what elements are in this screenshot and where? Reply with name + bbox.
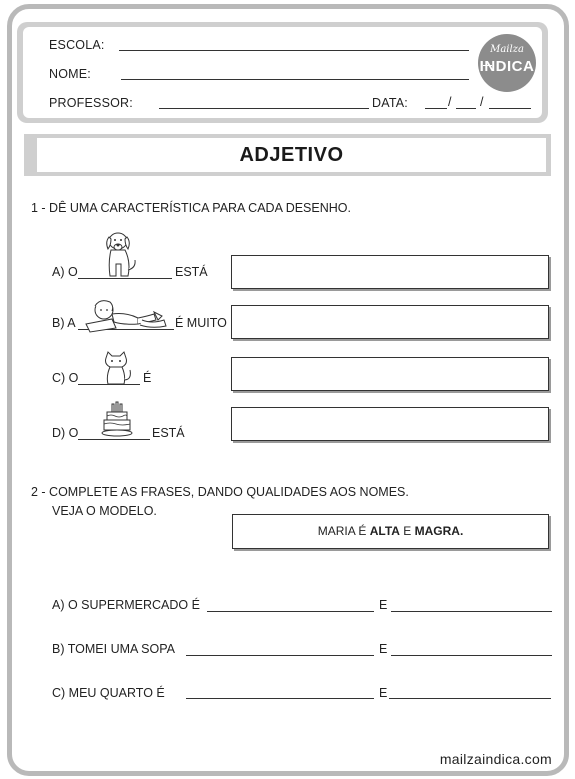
- girl-reading-icon: [82, 298, 178, 334]
- q2-item-b-connector: E: [379, 642, 388, 656]
- item-b-answer-box[interactable]: [231, 305, 549, 339]
- item-c-suffix: É: [143, 371, 152, 385]
- escola-field[interactable]: [119, 50, 469, 51]
- model-bold1: ALTA: [369, 524, 400, 538]
- date-day-field[interactable]: [425, 108, 447, 109]
- item-d-prefix: D) O: [52, 426, 79, 440]
- escola-label: ESCOLA:: [49, 38, 105, 52]
- date-separator-2: /: [480, 95, 484, 109]
- item-b-prefix: B) A: [52, 316, 76, 330]
- page-title: ADJETIVO: [37, 138, 546, 172]
- model-example-box: [232, 514, 549, 549]
- q2-item-b-blank-1[interactable]: [186, 655, 374, 656]
- q2-item-a-text: A) O SUPERMERCADO É: [52, 598, 200, 612]
- q2-item-a-blank-2[interactable]: [391, 611, 552, 612]
- question-2-prompt-line2: VEJA O MODELO.: [52, 504, 157, 518]
- item-d-suffix: ESTÁ: [152, 426, 185, 440]
- professor-field[interactable]: [159, 108, 369, 109]
- item-a-blank[interactable]: [78, 278, 172, 279]
- question-1-prompt: 1 - DÊ UMA CARACTERÍSTICA PARA CADA DESENHO.: [31, 201, 351, 215]
- logo-bottom-text: INDICA: [479, 58, 535, 75]
- item-d-blank[interactable]: [78, 439, 150, 440]
- q2-item-a-blank-1[interactable]: [207, 611, 374, 612]
- site-footer: mailzaindica.com: [439, 751, 552, 767]
- model-bold2: MAGRA.: [414, 524, 464, 538]
- q2-item-c-connector: E: [379, 686, 388, 700]
- item-b-suffix: É MUITO: [175, 316, 227, 330]
- item-a-prefix: A) O: [52, 265, 78, 279]
- q2-item-c-text: C) MEU QUARTO É: [52, 686, 165, 700]
- item-c-answer-box[interactable]: [231, 357, 549, 391]
- date-year-field[interactable]: [489, 108, 531, 109]
- cake-icon: [101, 400, 133, 438]
- mailza-indica-logo: [478, 34, 536, 92]
- q2-item-a-connector: E: [379, 598, 388, 612]
- model-part1: MARIA É: [317, 524, 370, 538]
- professor-label: PROFESSOR:: [49, 96, 133, 110]
- item-a-answer-box[interactable]: [231, 255, 549, 289]
- data-label: DATA:: [372, 96, 408, 110]
- dog-icon: [100, 230, 140, 278]
- date-month-field[interactable]: [456, 108, 476, 109]
- date-separator-1: /: [448, 95, 452, 109]
- q2-item-b-text: B) TOMEI UMA SOPA: [52, 642, 175, 656]
- item-d-answer-box[interactable]: [231, 407, 549, 441]
- q2-item-c-blank-1[interactable]: [186, 698, 374, 699]
- question-2-prompt-line1: 2 - COMPLETE AS FRASES, DANDO QUALIDADES AOS NOMES.: [31, 485, 409, 499]
- item-c-prefix: C) O: [52, 371, 79, 385]
- cat-icon: [100, 350, 136, 386]
- q2-item-c-blank-2[interactable]: [389, 698, 551, 699]
- item-a-suffix: ESTÁ: [175, 265, 208, 279]
- nome-field[interactable]: [121, 79, 469, 80]
- q2-item-b-blank-2[interactable]: [391, 655, 552, 656]
- model-part2: E: [399, 524, 415, 538]
- logo-top-text: Mailza: [490, 44, 524, 55]
- title-band: [24, 134, 551, 176]
- nome-label: NOME:: [49, 67, 91, 81]
